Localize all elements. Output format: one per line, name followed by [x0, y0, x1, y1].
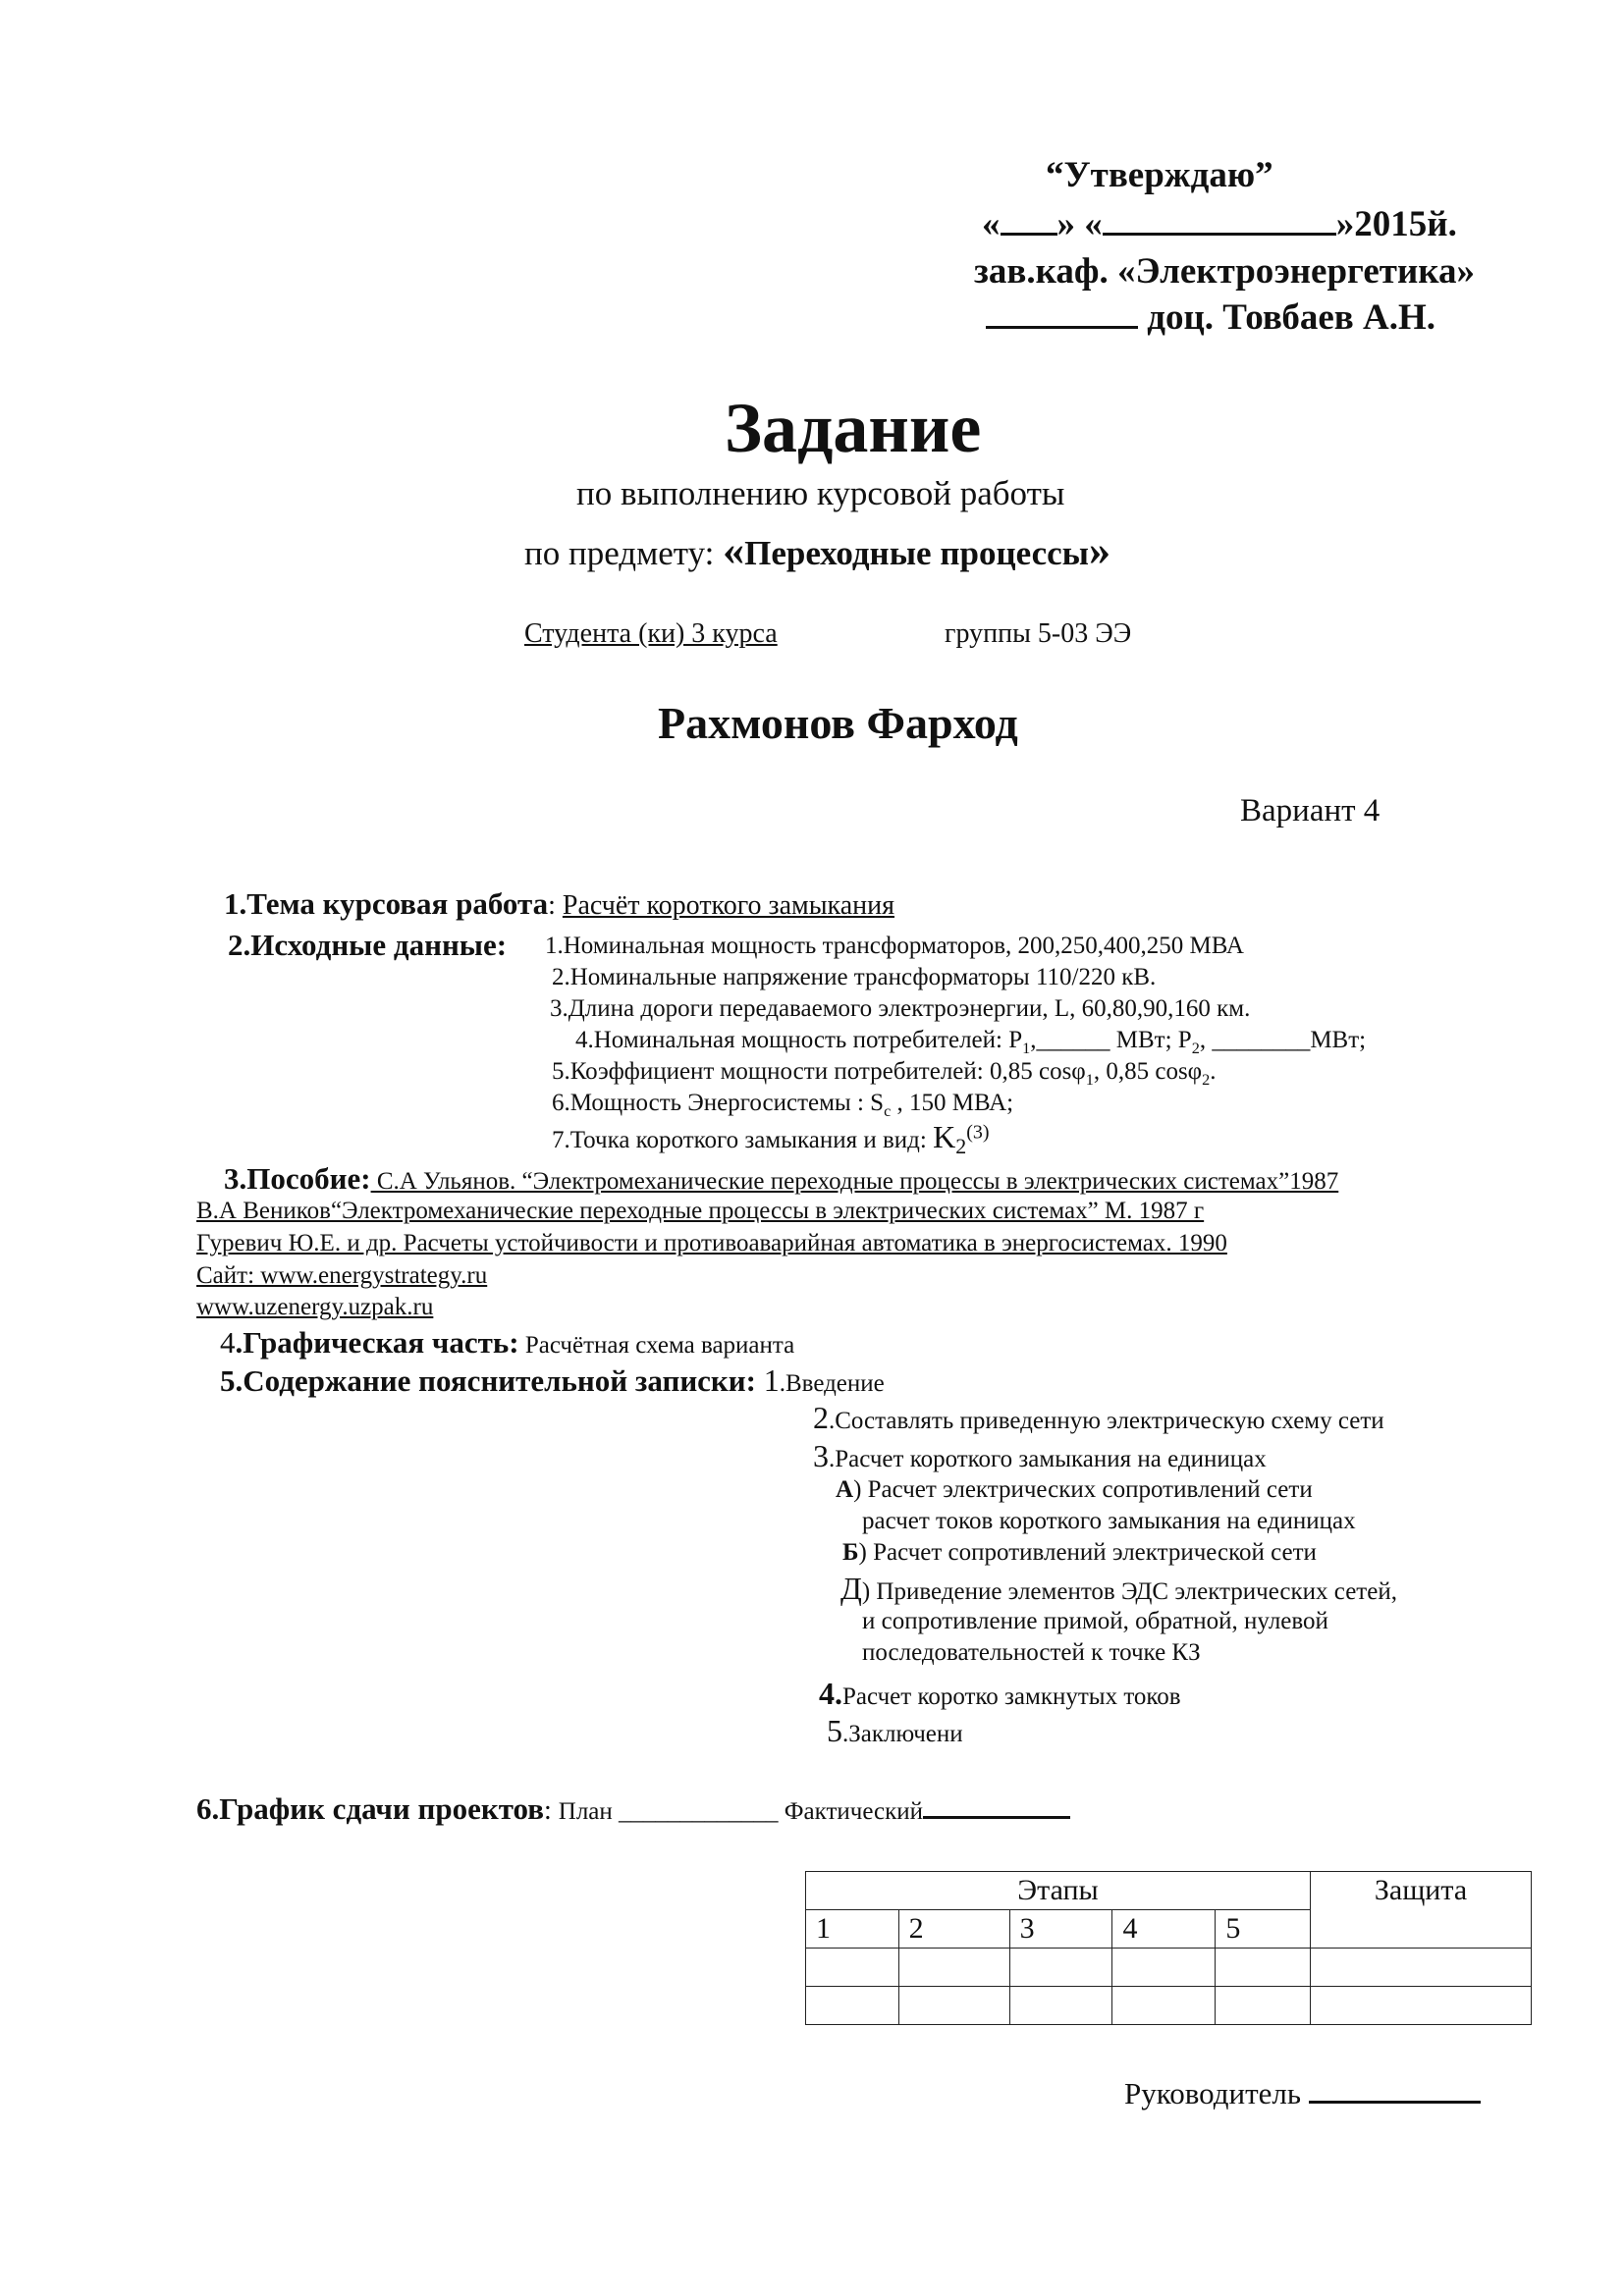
stages-table: [805, 1871, 1532, 2025]
reference-1: С.А Ульянов. “Электромеханические переходные процессы в электрических системах”1987: [370, 1168, 1339, 1195]
initial-data-label: 2.Исходные данные:: [228, 928, 508, 962]
table-cell: [1009, 1987, 1112, 2025]
table-cell: [1216, 1949, 1311, 1987]
table-cell: [898, 1987, 1009, 2025]
references-label: 3.Пособие:: [224, 1161, 371, 1196]
fault-point-k: K: [933, 1119, 956, 1154]
item4-text-b: ,______ МВт; P: [1030, 1027, 1192, 1053]
initial-data-item-1: 1.Номинальная мощность трансформаторов, 200,250,400,250 МВА: [545, 933, 1244, 959]
stage-empty-row: [806, 1949, 1532, 1987]
graphic-value: Расчётная схема варианта: [518, 1332, 795, 1359]
schedule-line: [196, 1791, 1070, 1827]
item5-sub-2: 2: [1202, 1071, 1211, 1089]
item5-text-c: .: [1210, 1058, 1217, 1085]
subject-name: Переходные процессы: [744, 534, 1089, 572]
item4-sub-2: 2: [1191, 1040, 1200, 1057]
supervisor-label: Руководитель: [1124, 2076, 1302, 2110]
table-cell: [1112, 1987, 1216, 2025]
note-subitem-a-cont: расчет токов короткого замыкания на единицах: [862, 1508, 1356, 1534]
subitem-a-text: ) Расчет электрических сопротивлений сети: [853, 1476, 1313, 1503]
stage-number: 5: [1216, 1910, 1311, 1949]
item4-text-a: 4.Номинальная мощность потребителей: P: [575, 1027, 1023, 1053]
item7-text: 7.Точка короткого замыкания и вид:: [552, 1127, 934, 1153]
item5-text-b: , 0,85 cosφ: [1093, 1058, 1203, 1085]
topic-colon: :: [548, 890, 563, 921]
fault-type-sup: (3): [966, 1121, 990, 1144]
approval-signer: [986, 299, 1435, 336]
note-item-4: [819, 1676, 1181, 1712]
subitem-b-text: ) Расчет сопротивлений электрической сети: [858, 1539, 1317, 1566]
variant: Вариант 4: [1240, 793, 1380, 828]
note-item-2-num: 2: [813, 1400, 829, 1435]
item4-text-c: , ________МВт;: [1199, 1027, 1367, 1053]
references-line-1: [224, 1161, 1338, 1197]
schedule-label: 6.График сдачи проектов: [196, 1791, 544, 1826]
table-cell: [1216, 1987, 1311, 2025]
table-cell: [1009, 1949, 1112, 1987]
approval-department: зав.каф. «Электроэнергетика»: [974, 251, 1476, 292]
subitem-d-text: ) Приведение элементов ЭДС электрических сетей,: [861, 1578, 1397, 1605]
note-subitem-d-cont-1: и сопротивление примой, обратной, нулевой: [862, 1608, 1328, 1634]
note-item-3: [813, 1438, 1267, 1474]
topic-line: [224, 886, 894, 922]
fault-point-sub: 2: [955, 1134, 967, 1158]
table-cell: [806, 1949, 899, 1987]
note-subitem-d: [840, 1571, 1397, 1607]
initial-data-item-3: 3.Длина дороги передаваемого электроэнергии, L, 60,80,90,160 км.: [550, 995, 1251, 1022]
note-line-1: [220, 1362, 885, 1399]
signature-blank: [986, 326, 1138, 329]
graphic-label: .Графическая часть:: [235, 1325, 519, 1360]
page-title: Задание: [725, 389, 982, 467]
student-name: Рахмонов Фарход: [658, 698, 1018, 748]
note-item-2-text: .Составлять приведенную электрическую схему сети: [829, 1408, 1384, 1434]
stages-header-row: [806, 1872, 1532, 1910]
table-cell: [1311, 1987, 1532, 2025]
item5-sub-1: 1: [1085, 1071, 1094, 1089]
subitem-d-letter: Д: [840, 1571, 862, 1606]
subitem-b-letter: Б: [842, 1539, 859, 1566]
initial-data-item-6: [552, 1090, 1013, 1121]
table-cell: [806, 1987, 899, 2025]
note-item-5-num: 5: [827, 1713, 842, 1748]
topic-label: 1.Тема курсовая работа: [224, 886, 549, 921]
actual-blank: [923, 1816, 1070, 1819]
topic-value: Расчёт короткого замыкания: [562, 890, 894, 921]
note-item-3-text: .Расчет короткого замыкания на единицах: [829, 1446, 1267, 1472]
stage-number: 3: [1009, 1910, 1112, 1949]
stage-empty-row: [806, 1987, 1532, 2025]
subject-close-quote: »: [1088, 526, 1110, 574]
stage-number: 4: [1112, 1910, 1216, 1949]
note-item-1-text: .Введение: [779, 1370, 885, 1397]
initial-data-item-2: 2.Номинальные напряжение трансформаторы 110/220 кВ.: [552, 964, 1157, 990]
defense-header: Защита: [1311, 1872, 1532, 1949]
note-item-3-num: 3: [813, 1438, 829, 1473]
student-course: Студента (ки) 3 курса: [524, 618, 778, 649]
initial-data-item-4: [575, 1027, 1366, 1058]
heading-line2: [524, 525, 1110, 575]
note-item-4-num: 4.: [819, 1676, 842, 1711]
note-item-1-num: 1: [763, 1362, 780, 1398]
stage-number: 1: [806, 1910, 899, 1949]
subject-open-quote: «: [723, 526, 745, 574]
item5-text-a: 5.Коэффициент мощности потребителей: 0,85 cosφ: [552, 1058, 1086, 1085]
date-open-quote: «: [982, 204, 1001, 244]
item4-sub-1: 1: [1022, 1040, 1031, 1057]
graphic-line: [220, 1325, 794, 1361]
table-cell: [898, 1949, 1009, 1987]
reference-3: Гуревич Ю.Е. и др. Расчеты устойчивости и противоаварийная автоматика в энергосистемах. 1990: [196, 1230, 1227, 1256]
note-item-5-text: .Заключени: [842, 1721, 963, 1747]
heading-line1: по выполнению курсовой работы: [576, 474, 1065, 512]
reference-site-1: Сайт: www.energystrategy.ru: [196, 1262, 488, 1289]
item6-text-b: , 150 МВА;: [891, 1090, 1014, 1116]
student-group: группы 5-03 ЭЭ: [945, 618, 1132, 649]
approval-title: “Утверждаю”: [1046, 155, 1273, 195]
supervisor-signature-blank: [1309, 2101, 1481, 2104]
note-item-2: [813, 1400, 1384, 1436]
subject-prefix: по предмету:: [524, 534, 724, 572]
schedule-colon: :: [544, 1795, 559, 1826]
day-blank: [1001, 233, 1057, 236]
note-subitem-b: [842, 1539, 1317, 1567]
date-mid-quote: » «: [1056, 204, 1103, 244]
note-label: 5.Содержание пояснительной записки:: [220, 1363, 764, 1398]
stages-header: Этапы: [806, 1872, 1311, 1910]
supervisor-line: [1124, 2076, 1481, 2111]
signer-name: доц. Товбаев А.Н.: [1147, 297, 1436, 338]
initial-data-item-5: [552, 1058, 1217, 1090]
note-subitem-a: [836, 1476, 1313, 1504]
item6-text-a: 6.Мощность Энергосистемы : S: [552, 1090, 885, 1116]
stage-number: 2: [898, 1910, 1009, 1949]
initial-data-item-7: [552, 1119, 990, 1159]
item6-sub: c: [884, 1102, 892, 1120]
reference-2: В.А Веников“Электромеханические переходные процессы в электрических системах” М. 1987 г: [196, 1198, 1205, 1224]
reference-site-2: www.uzenergy.uzpak.ru: [196, 1294, 434, 1320]
schedule-plan: План _____________: [558, 1798, 785, 1825]
approval-date: [982, 206, 1457, 242]
note-subitem-d-cont-2: последовательностей к точке КЗ: [862, 1639, 1201, 1666]
table-cell: [1112, 1949, 1216, 1987]
graphic-num: 4: [220, 1325, 236, 1360]
month-blank: [1103, 233, 1336, 236]
note-item-4-text: Расчет коротко замкнутых токов: [842, 1683, 1181, 1710]
note-item-5: [827, 1713, 963, 1749]
subitem-a-letter: А: [836, 1476, 854, 1503]
schedule-actual: Фактический: [784, 1798, 924, 1825]
student-line: [524, 618, 1182, 650]
date-year: »2015й.: [1335, 204, 1457, 244]
table-cell: [1311, 1949, 1532, 1987]
